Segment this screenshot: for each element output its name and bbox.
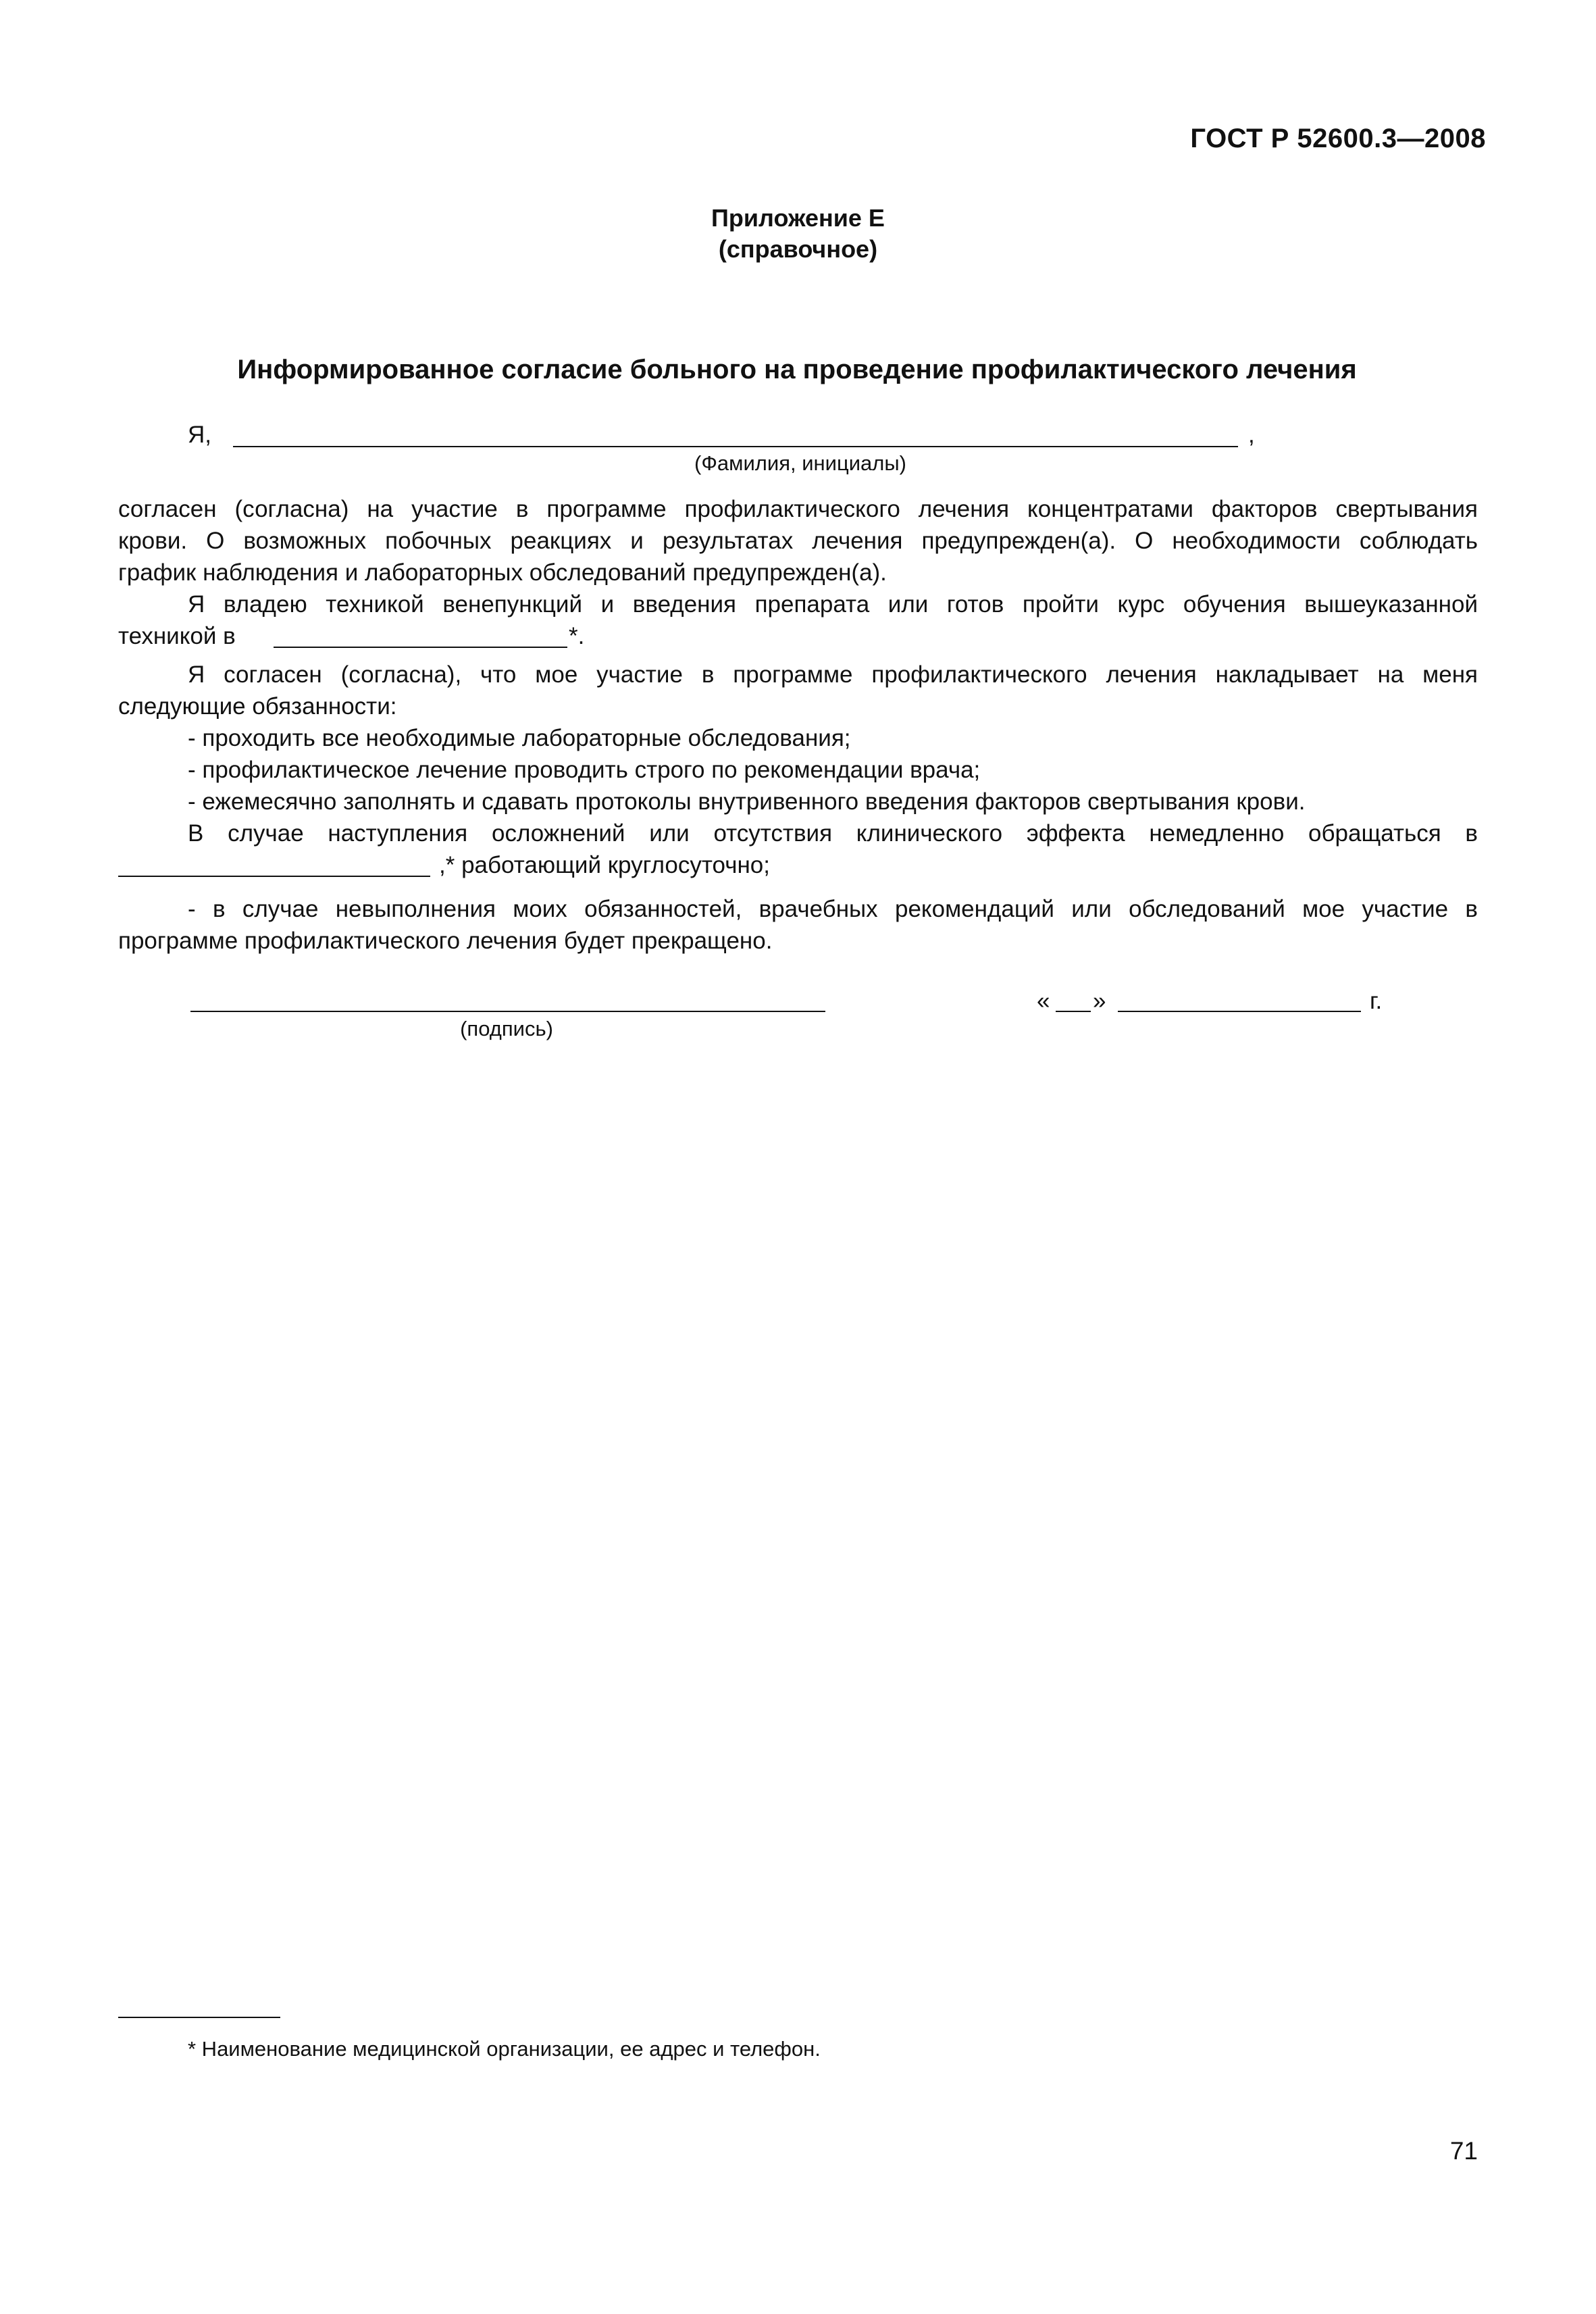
signature-field-line[interactable] bbox=[190, 1011, 825, 1012]
name-suffix: , bbox=[1248, 422, 1255, 448]
name-caption: (Фамилия, инициалы) bbox=[694, 451, 906, 475]
medical-organization-field-line[interactable] bbox=[118, 876, 430, 877]
obligations-line-1: Я согласен (согласна), что мое участие в программе профилактического лечения накладывает на меня bbox=[188, 661, 1478, 688]
obligation-item-1: - проходить все необходимые лабораторные обследования; bbox=[188, 725, 851, 751]
training-place-field-line[interactable] bbox=[274, 647, 567, 648]
date-year-suffix: г. bbox=[1370, 988, 1383, 1014]
consent-line-2: крови. О возможных побочных реакциях и результатах лечения предупрежден(а). О необходимости соблюдать bbox=[118, 528, 1478, 554]
date-close-quote: » bbox=[1093, 988, 1106, 1014]
complications-line-2-suffix: ,* работающий круглосуточно; bbox=[439, 852, 770, 878]
termination-line-2: программе профилактического лечения будет прекращено. bbox=[118, 928, 773, 954]
consent-line-1: согласен (согласна) на участие в программе профилактического лечения концентратами факторов свертывания bbox=[118, 496, 1478, 522]
annex-type: (справочное) bbox=[718, 235, 878, 263]
name-field-line[interactable] bbox=[233, 446, 1238, 447]
standard-code: ГОСТ Р 52600.3—2008 bbox=[1190, 124, 1486, 153]
date-day-field-line[interactable] bbox=[1056, 1011, 1091, 1012]
consent-line-3: график наблюдения и лабораторных обследований предупрежден(а). bbox=[118, 559, 887, 586]
date-month-field-line[interactable] bbox=[1118, 1011, 1361, 1012]
technique-line-2-suffix: *. bbox=[569, 623, 585, 649]
annex-title: Приложение Е bbox=[711, 204, 885, 232]
obligation-item-2: - профилактическое лечение проводить строго по рекомендации врача; bbox=[188, 757, 981, 783]
obligations-line-2: следующие обязанности: bbox=[118, 693, 397, 720]
termination-line-1: - в случае невыполнения моих обязанностей, врачебных рекомендаций или обследований мое участие в bbox=[188, 896, 1478, 922]
name-prefix: Я, bbox=[188, 422, 211, 448]
document-title: Информированное согласие больного на проведение профилактического лечения bbox=[237, 355, 1357, 384]
signature-caption: (подпись) bbox=[460, 1017, 553, 1040]
technique-line-2-prefix: техникой в bbox=[118, 623, 236, 649]
obligation-item-3: - ежемесячно заполнять и сдавать протоколы внутривенного введения факторов свертывания крови. bbox=[188, 788, 1306, 815]
date-open-quote: « bbox=[1037, 988, 1050, 1014]
page-number: 71 bbox=[1449, 2137, 1478, 2165]
complications-line-1: В случае наступления осложнений или отсутствия клинического эффекта немедленно обращаться в bbox=[188, 820, 1478, 847]
footnote-divider bbox=[118, 2017, 280, 2018]
technique-line-1: Я владею техникой венепункций и введения препарата или готов пройти курс обучения вышеуказанной bbox=[188, 591, 1478, 618]
footnote-text: * Наименование медицинской организации, ее адрес и телефон. bbox=[188, 2037, 821, 2061]
